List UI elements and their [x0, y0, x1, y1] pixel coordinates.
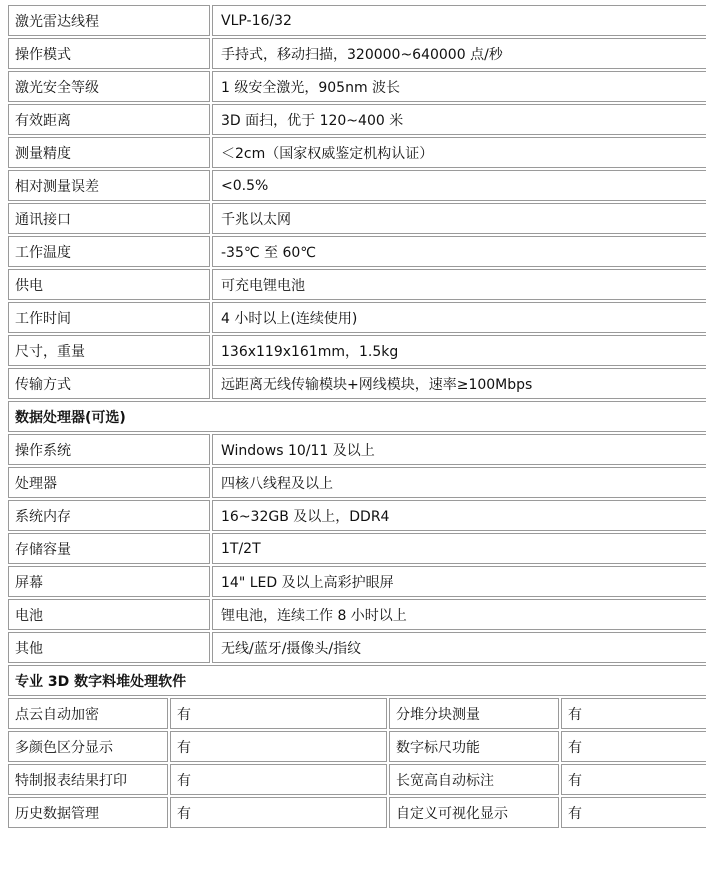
spec-label: 其他: [8, 632, 210, 663]
spec-value: 1 级安全激光，905nm 波长: [212, 71, 706, 102]
table-row: [8, 335, 706, 366]
section-header-row: [8, 665, 706, 696]
feature-label: 点云自动加密: [8, 698, 168, 729]
spec-label: 工作时间: [8, 302, 210, 333]
spec-label: 屏幕: [8, 566, 210, 597]
feature-value: 有: [561, 797, 706, 828]
table-row: [8, 104, 706, 135]
table-row: [8, 467, 706, 498]
spec-label: 操作系统: [8, 434, 210, 465]
feature-value: 有: [170, 797, 387, 828]
spec-label: 系统内存: [8, 500, 210, 531]
spec-value: <0.5%: [212, 170, 706, 201]
table-row: [8, 269, 706, 300]
feature-label: 数字标尺功能: [389, 731, 559, 762]
spec-label: 工作温度: [8, 236, 210, 267]
spec-label: 传输方式: [8, 368, 210, 399]
table-row: [8, 698, 706, 729]
spec-table: [6, 3, 706, 830]
table-row: [8, 5, 706, 36]
feature-value: 有: [561, 764, 706, 795]
feature-label: 历史数据管理: [8, 797, 168, 828]
spec-value: 无线/蓝牙/摄像头/指纹: [212, 632, 706, 663]
spec-label: 供电: [8, 269, 210, 300]
table-row: [8, 137, 706, 168]
spec-label: 通讯接口: [8, 203, 210, 234]
spec-value: VLP-16/32: [212, 5, 706, 36]
table-row: [8, 170, 706, 201]
feature-value: 有: [170, 698, 387, 729]
feature-label: 特制报表结果打印: [8, 764, 168, 795]
table-row: [8, 764, 706, 795]
spec-value: 3D 面扫，优于 120~400 米: [212, 104, 706, 135]
spec-value: 千兆以太网: [212, 203, 706, 234]
table-row: [8, 632, 706, 663]
table-row: [8, 302, 706, 333]
table-row: [8, 236, 706, 267]
spec-label: 处理器: [8, 467, 210, 498]
feature-value: 有: [170, 731, 387, 762]
spec-value: 1T/2T: [212, 533, 706, 564]
spec-label: 存储容量: [8, 533, 210, 564]
table-row: [8, 797, 706, 828]
table-row: [8, 203, 706, 234]
spec-value: 远距离无线传输模块+网线模块，速率≥100Mbps: [212, 368, 706, 399]
section-title-processor: 数据处理器(可选): [8, 401, 706, 432]
spec-label: 电池: [8, 599, 210, 630]
section-header-row: [8, 401, 706, 432]
feature-value: 有: [561, 731, 706, 762]
table-row: [8, 731, 706, 762]
section-title-software: 专业 3D 数字料堆处理软件: [8, 665, 706, 696]
spec-value: 手持式，移动扫描，320000~640000 点/秒: [212, 38, 706, 69]
spec-value: 136x119x161mm，1.5kg: [212, 335, 706, 366]
spec-value: ＜2cm（国家权威鉴定机构认证）: [212, 137, 706, 168]
feature-label: 多颜色区分显示: [8, 731, 168, 762]
table-row: [8, 500, 706, 531]
feature-label: 长宽高自动标注: [389, 764, 559, 795]
feature-label: 分堆分块测量: [389, 698, 559, 729]
table-row: [8, 434, 706, 465]
spec-label: 相对测量误差: [8, 170, 210, 201]
table-row: [8, 599, 706, 630]
table-row: [8, 71, 706, 102]
feature-value: 有: [561, 698, 706, 729]
table-row: [8, 566, 706, 597]
spec-label: 操作模式: [8, 38, 210, 69]
spec-value: 4 小时以上(连续使用): [212, 302, 706, 333]
spec-value: 16~32GB 及以上，DDR4: [212, 500, 706, 531]
spec-label: 激光雷达线程: [8, 5, 210, 36]
spec-value: -35℃ 至 60℃: [212, 236, 706, 267]
table-row: [8, 368, 706, 399]
spec-label: 激光安全等级: [8, 71, 210, 102]
table-row: [8, 533, 706, 564]
spec-value: Windows 10/11 及以上: [212, 434, 706, 465]
spec-label: 尺寸，重量: [8, 335, 210, 366]
table-row: [8, 38, 706, 69]
spec-value: 锂电池，连续工作 8 小时以上: [212, 599, 706, 630]
feature-value: 有: [170, 764, 387, 795]
spec-value: 14" LED 及以上高彩护眼屏: [212, 566, 706, 597]
spec-label: 测量精度: [8, 137, 210, 168]
spec-value: 四核八线程及以上: [212, 467, 706, 498]
spec-label: 有效距离: [8, 104, 210, 135]
feature-label: 自定义可视化显示: [389, 797, 559, 828]
spec-value: 可充电锂电池: [212, 269, 706, 300]
